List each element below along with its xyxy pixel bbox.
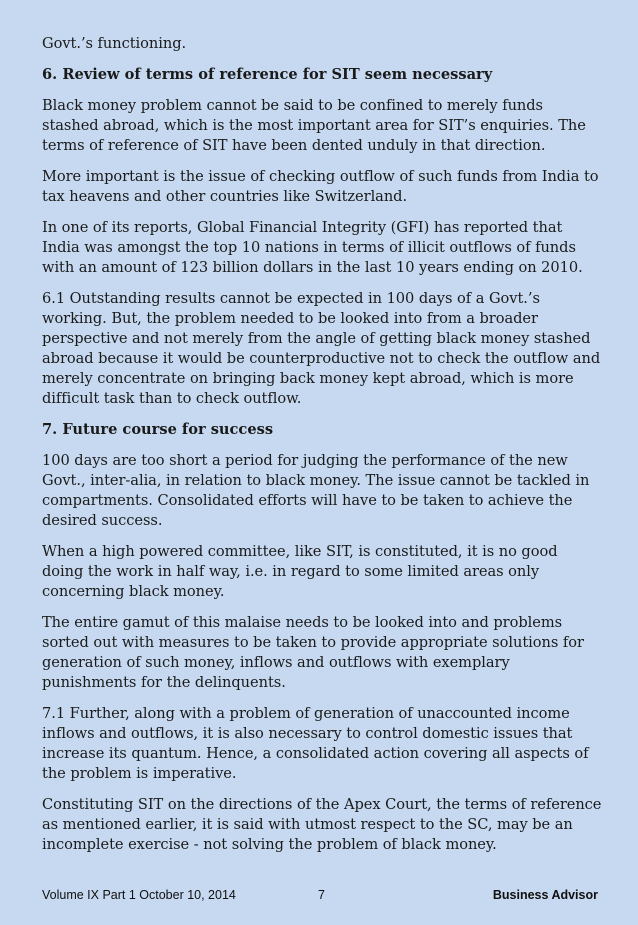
footer-page-number: 7 [318, 888, 325, 902]
paragraph-checking-outflow: More important is the issue of checking outflow of such funds from India to tax heavens and other countries like Switzerland. [42, 168, 599, 205]
page-body [42, 34, 602, 866]
paragraph-black-money-problem: Black money problem cannot be said to be confined to merely funds stashed abroad, which is the most important area for SIT’s enquiries. The terms of reference of SIT have been dented unduly in that direction. [42, 97, 586, 154]
paragraph-6-1: 6.1 Outstanding results cannot be expected in 100 days of a Govt.’s working. But, the problem needed to be looked into from a broader perspective and not merely from the angle of getting black money stashed abroad because it would be counterproductive not to check the outflow and merely concentrate on bringing back money kept abroad, which is more difficult task than to check outflow. [42, 290, 601, 407]
paragraph-constituting-sit: Constituting SIT on the directions of the Apex Court, the terms of reference as mentioned earlier, it is said with utmost respect to the SC, may be an incomplete exercise - not solving the problem of black money. [42, 796, 602, 853]
paragraph-entire-gamut: The entire gamut of this malaise needs to be looked into and problems sorted out with measures to be taken to provide appropriate solutions for generation of such money, inflows and outflows with exemplary punishments for the delinquents. [42, 614, 584, 691]
paragraph-100-days: 100 days are too short a period for judging the performance of the new Govt., inter-alia, in relation to black money. The issue cannot be tackled in compartments. Consolidated efforts will have to be taken to achieve the desired success. [42, 452, 590, 529]
paragraph-7-1: 7.1 Further, along with a problem of generation of unaccounted income inflows and outflows, it is also necessary to control domestic issues that increase its quantum. Hence, a consolidated action covering all aspects of the problem is imperative. [42, 705, 589, 782]
section-heading-7: 7. Future course for success [42, 421, 274, 438]
footer-volume-date: Volume IX Part 1 October 10, 2014 [42, 888, 236, 902]
section-heading-6: 6. Review of terms of reference for SIT seem necessary [42, 66, 493, 83]
paragraph-gfi-report: In one of its reports, Global Financial Integrity (GFI) has reported that India was amongst the top 10 nations in terms of illicit outflows of funds with an amount of 123 billion dollars in the last 10 years ending on 2010. [42, 219, 583, 276]
paragraph-high-powered-committee: When a high powered committee, like SIT, is constituted, it is no good doing the work in half way, i.e. in regard to some limited areas only concerning black money. [42, 543, 558, 600]
paragraph-govt-functioning: Govt.’s functioning. [42, 35, 187, 52]
footer-publication-name: Business Advisor [492, 888, 598, 902]
